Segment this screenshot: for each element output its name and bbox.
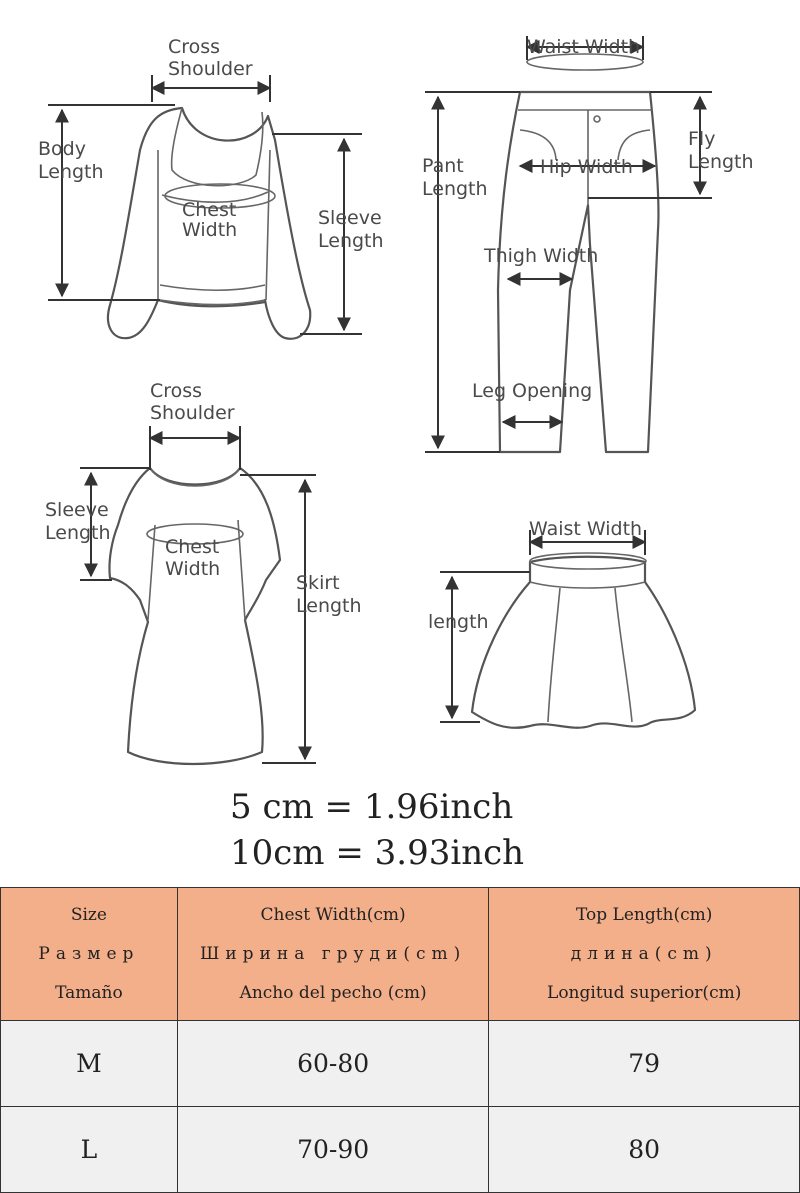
cell-size: L bbox=[1, 1107, 178, 1193]
conversion-5cm: 5 cm = 1.96inch bbox=[230, 787, 514, 827]
size-table-header bbox=[1, 888, 800, 1021]
header-size-es: Tamaño bbox=[55, 983, 123, 1003]
skirt-length: length bbox=[428, 611, 489, 633]
sweater-chest-width-line2: Width bbox=[182, 219, 238, 241]
cell-chest-width: 70-90 bbox=[177, 1107, 489, 1193]
cell-top-length: 79 bbox=[489, 1021, 800, 1107]
dress-figure bbox=[109, 468, 280, 764]
cell-top-length: 80 bbox=[489, 1107, 800, 1193]
pants-waist-width: Waist Width bbox=[527, 36, 641, 58]
sweater-body-length-line2: Length bbox=[38, 161, 104, 183]
cell-size: M bbox=[1, 1021, 178, 1107]
sweater-cross-shoulder-line1: Cross bbox=[168, 36, 221, 58]
header-length-ru: длина(cm) bbox=[570, 944, 718, 964]
conversion-10cm: 10cm = 3.93inch bbox=[230, 833, 525, 873]
skirt-figure bbox=[472, 553, 695, 728]
dress-sleeve-length-line1: Sleeve bbox=[45, 499, 109, 521]
sweater-sleeve-length-line1: Sleeve bbox=[318, 207, 382, 229]
pants-fly-length-line2: Length bbox=[688, 151, 754, 173]
sweater-chest-width-line1: Chest bbox=[182, 199, 237, 221]
pants-hip-width: Hip Width bbox=[540, 156, 633, 178]
pants-pant-length-line1: Pant bbox=[422, 155, 464, 177]
header-size-en: Size bbox=[70, 905, 107, 925]
dress-chest-width-line2: Width bbox=[165, 558, 221, 580]
header-chest-es: Ancho del pecho (cm) bbox=[239, 983, 427, 1003]
pants-pant-length-line2: Length bbox=[422, 178, 488, 200]
sweater-cross-shoulder-line2: Shoulder bbox=[168, 58, 253, 80]
size-table bbox=[0, 887, 800, 1193]
sweater-body-length-line1: Body bbox=[38, 138, 86, 160]
dress-chest-width-line1: Chest bbox=[165, 536, 220, 558]
dress-measure-lines bbox=[80, 426, 316, 763]
pants-fly-length-line1: Fly bbox=[688, 128, 716, 150]
skirt-waist-width: Waist Width bbox=[529, 518, 643, 540]
dress-cross-shoulder-line1: Cross bbox=[150, 380, 203, 402]
header-length-es: Longitud superior(cm) bbox=[547, 983, 742, 1003]
pants-thigh-width: Thigh Width bbox=[484, 245, 599, 267]
dress-skirt-length-line2: Length bbox=[296, 595, 362, 617]
header-chest-width bbox=[177, 888, 489, 1021]
dress-cross-shoulder-line2: Shoulder bbox=[150, 402, 235, 424]
unit-conversion bbox=[230, 784, 524, 876]
header-size-ru: Размер bbox=[38, 944, 140, 964]
header-chest-en: Chest Width(cm) bbox=[260, 905, 406, 925]
header-size bbox=[1, 888, 178, 1021]
sweater-sleeve-length-line2: Length bbox=[318, 230, 384, 252]
dress-sleeve-length-line2: Length bbox=[45, 522, 111, 544]
table-row bbox=[1, 1107, 800, 1193]
dress-skirt-length-line1: Skirt bbox=[296, 572, 340, 594]
pants-leg-opening: Leg Opening bbox=[472, 380, 593, 402]
cell-chest-width: 60-80 bbox=[177, 1021, 489, 1107]
skirt-waist-ellipse bbox=[530, 553, 646, 569]
header-top-length bbox=[489, 888, 800, 1021]
table-row bbox=[1, 1021, 800, 1107]
header-chest-ru: Ширина груди(cm) bbox=[199, 944, 467, 964]
header-length-en: Top Length(cm) bbox=[575, 905, 713, 925]
